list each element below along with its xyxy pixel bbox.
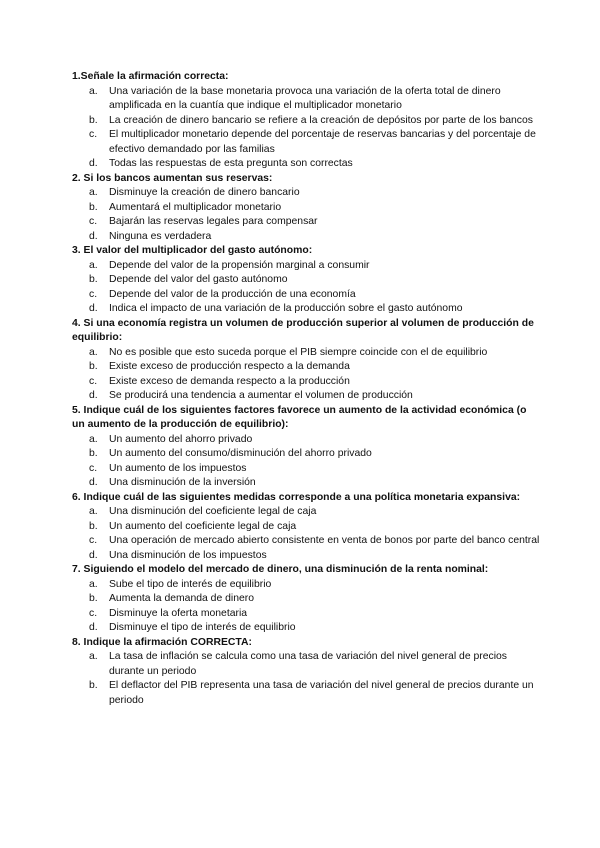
option-text: Bajarán las reservas legales para compensar [109,216,318,227]
option-text: Existe exceso de producción respecto a la demanda [109,361,350,372]
question-title: 6. Indique cuál de las siguientes medidas corresponde a una política monetaria expansiva: [72,491,521,503]
option-item [72,360,540,375]
option-letter: b. [89,593,98,604]
question-title: 8. Indique la afirmación CORRECTA: [72,636,252,648]
option-text: Existe exceso de demanda respecto a la producción [109,375,350,387]
option-text: Depende del valor de la propensión marginal a consumir [109,259,370,271]
option-text: El deflactor del PIB representa una tasa de variación del nivel general de precios durante un periodo [109,680,534,706]
option-letter: c. [89,288,98,300]
option-text: Depende del valor de la producción de una economía [109,288,356,300]
option-item [72,302,540,317]
option-letter: b. [89,114,98,126]
question-title: 5. Indique cuál de los siguientes factores favorece un aumento de la actividad económica (o un aumento de la producción de equilibrio): [72,404,527,430]
question-7 [72,563,540,636]
option-letter: c. [89,375,98,387]
option-text: La creación de dinero bancario se refiere a la creación de depósitos por parte de los bancos [109,114,533,126]
option-letter: d. [89,230,98,242]
option-text: Aumentará el multiplicador monetario [109,201,282,213]
option-letter: b. [89,274,98,285]
option-item [72,679,540,708]
option-letter: c. [89,535,98,546]
option-letter: b. [89,201,98,213]
option-text: No es posible que esto suceda porque el PIB siempre coincide con el de equilibrio [109,346,488,358]
option-item [72,157,540,172]
option-item [72,621,540,636]
option-letter: d. [89,549,98,561]
option-item [72,85,540,114]
option-text: Un aumento de los impuestos [109,462,247,474]
option-item [72,288,540,303]
option-letter: d. [89,477,98,488]
option-item [72,201,540,216]
option-letter: c. [89,129,98,140]
option-text: Una disminución de los impuestos [109,549,267,561]
question-title: 7. Siguiendo el modelo del mercado de dinero, una disminución de la renta nominal: [72,564,489,575]
option-item [72,128,540,157]
option-text: Indica el impacto de una variación de la producción sobre el gasto autónomo [109,303,463,314]
option-text: Se producirá una tendencia a aumentar el volumen de producción [109,390,413,401]
question-2 [72,172,540,245]
option-item [72,520,540,535]
option-text: Una operación de mercado abierto consistente en venta de bonos por parte del banco central [109,535,540,546]
option-item [72,389,540,404]
option-list [72,650,540,708]
option-item [72,230,540,245]
option-text: Una disminución de la inversión [109,477,256,488]
option-letter: a. [89,433,98,445]
option-text: Una disminución del coeficiente legal de caja [109,506,317,517]
option-item [72,462,540,477]
option-text: La tasa de inflación se calcula como una tasa de variación del nivel general de precios durante un periodo [109,651,507,677]
option-item [72,273,540,288]
option-letter: a. [89,187,98,198]
option-list [72,186,540,244]
option-text: Disminuye la oferta monetaria [109,607,248,619]
option-text: Disminuye el tipo de interés de equilibrio [109,622,296,633]
option-letter: b. [89,520,98,532]
option-text: Sube el tipo de interés de equilibrio [109,578,272,590]
option-item [72,375,540,390]
option-list [72,259,540,317]
option-letter: a. [89,506,98,517]
option-letter: d. [89,303,98,314]
option-letter: d. [89,158,98,169]
option-letter: b. [89,680,98,691]
option-letter: a. [89,259,98,271]
question-6 [72,491,540,564]
option-item [72,549,540,564]
option-text: Disminuye la creación de dinero bancario [109,187,300,198]
option-item [72,447,540,462]
option-letter: a. [89,651,98,662]
option-list [72,346,540,404]
option-text: Todas las respuestas de esta pregunta son correctas [109,158,353,169]
option-letter: d. [89,622,98,633]
option-list [72,433,540,491]
question-3 [72,244,540,317]
option-item [72,476,540,491]
option-letter: b. [89,448,98,459]
question-title: 4. Si una economía registra un volumen de producción superior al volumen de producción de equilibrio: [72,317,534,343]
option-item [72,650,540,679]
option-item [72,505,540,520]
question-4 [72,317,540,404]
option-letter: d. [89,390,98,401]
option-text: Una variación de la base monetaria provoca una variación de la oferta total de dinero amplificada en la cuantía que indique el multiplicador monetario [109,85,501,111]
question-title: 1.Señale la afirmación correcta: [72,71,229,82]
question-5 [72,404,540,491]
option-item [72,186,540,201]
option-letter: b. [89,361,98,372]
option-item [72,114,540,129]
question-8 [72,636,540,709]
option-text: Un aumento del consumo/disminución del ahorro privado [109,448,372,459]
question-1 [72,70,540,172]
option-text: Un aumento del ahorro privado [109,433,253,445]
option-item [72,259,540,274]
question-title: 3. El valor del multiplicador del gasto autónomo: [72,245,313,256]
option-text: Ninguna es verdadera [109,230,212,242]
option-text: Depende del valor del gasto autónomo [109,274,288,285]
option-list [72,505,540,563]
option-text: Aumenta la demanda de dinero [109,593,254,604]
option-list [72,578,540,636]
question-title: 2. Si los bancos aumentan sus reservas: [72,172,273,184]
option-item [72,534,540,549]
option-letter: c. [89,462,98,474]
option-letter: c. [89,216,98,227]
option-item [72,215,540,230]
option-item [72,607,540,622]
question-list [72,70,540,708]
option-item [72,346,540,361]
option-list [72,85,540,172]
option-text: El multiplicador monetario depende del porcentaje de reservas bancarias y del porcentaje de efectivo demandado por las familias [109,129,536,155]
option-item [72,433,540,448]
option-letter: c. [89,607,98,619]
option-text: Un aumento del coeficiente legal de caja [109,520,297,532]
option-letter: a. [89,346,98,358]
option-letter: a. [89,578,98,590]
option-item [72,578,540,593]
option-letter: a. [89,85,98,97]
option-item [72,592,540,607]
